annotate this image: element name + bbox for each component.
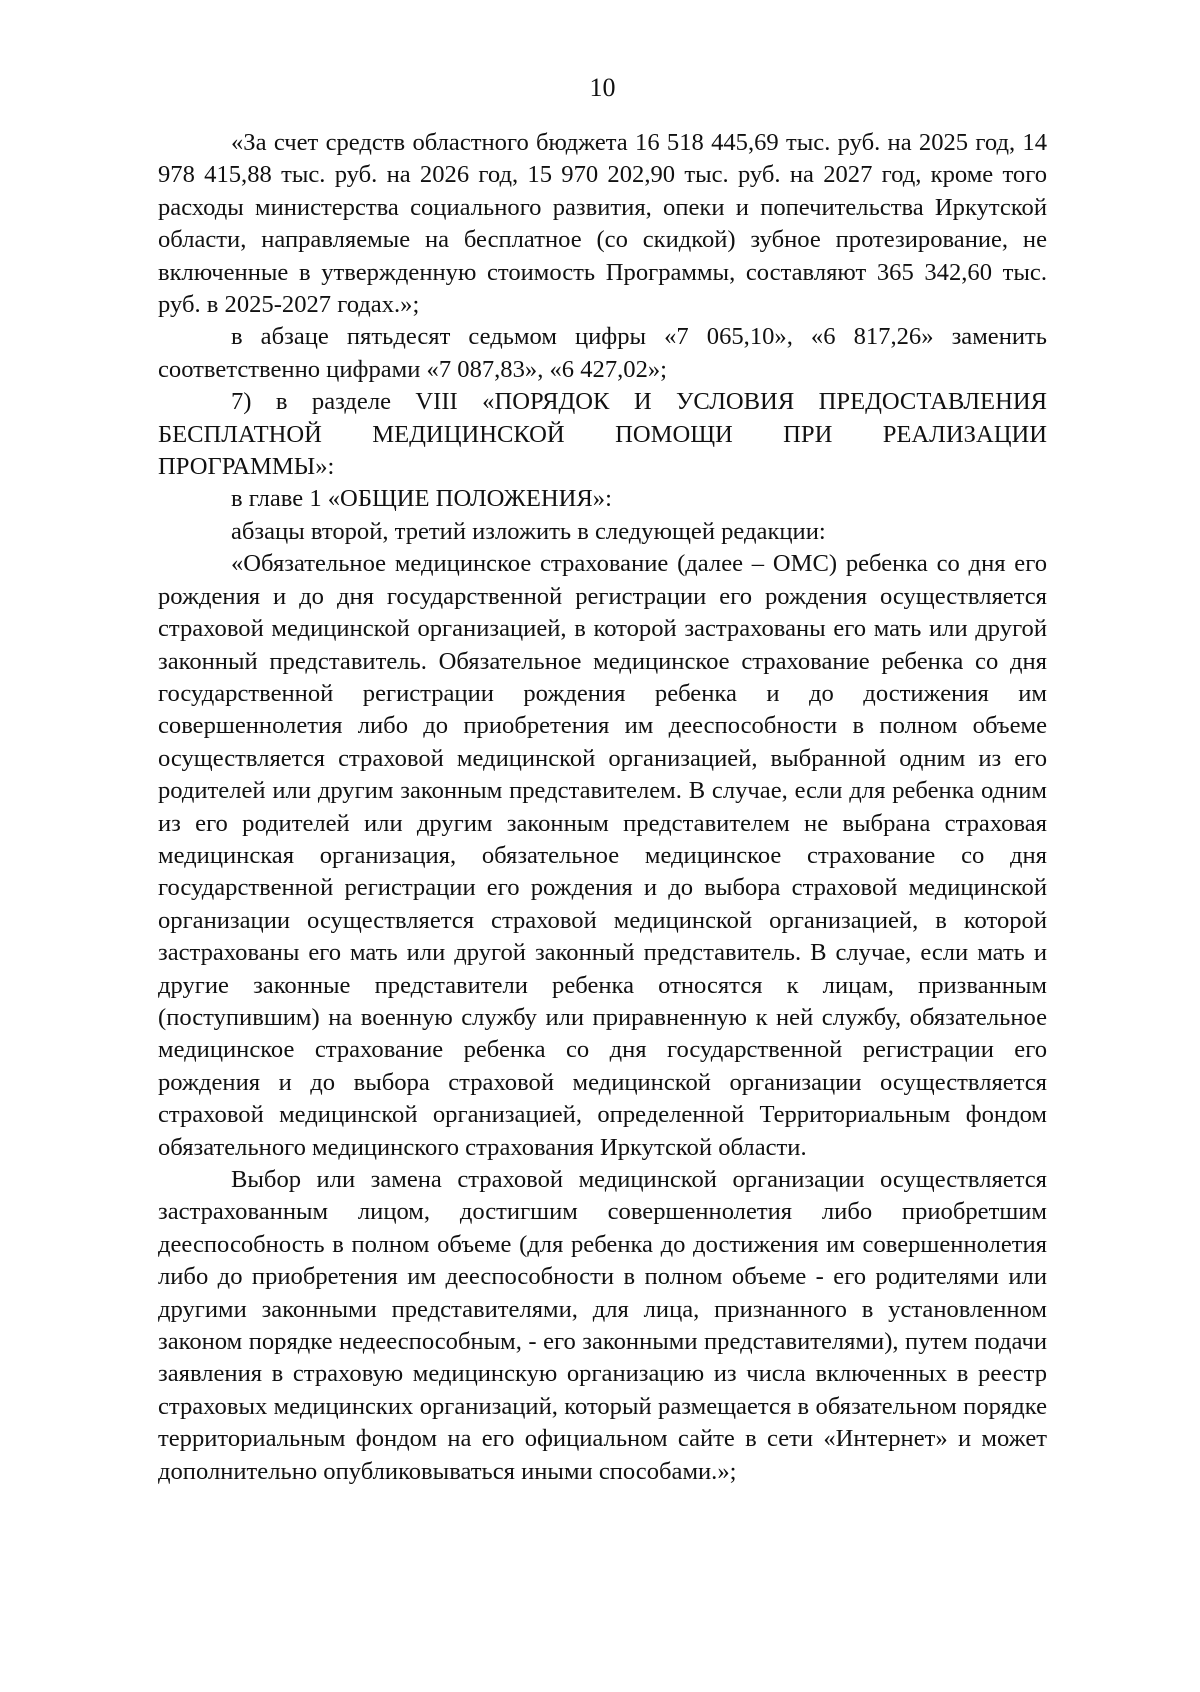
paragraph-section-viii: 7) в разделе VIII «ПОРЯДОК И УСЛОВИЯ ПРЕДОСТАВЛЕНИЯ БЕСПЛАТНОЙ МЕДИЦИНСКОЙ ПОМОЩИ ПРИ РЕАЛИЗАЦИИ ПРОГРАММЫ»: [158, 388, 1047, 481]
page-number: 10 [589, 73, 616, 102]
document-page [158, 0, 1047, 1692]
paragraph-insurer-choice: Выбор или замена страховой медицинской организации осуществляется застрахованным лицом, достигшим совершеннолетия либо приобретшим дееспособность в полном объеме (для ребенка до достижения им совершеннолетия либо до приобретения им дееспособности в полном объеме - его родителями или другими законными представителями, для лица, признанного в установленном законом порядке недееспособным, - его законными представителями), путем подачи заявления в страховую медицинскую организацию из числа включенных в реестр страховых медицинских организаций, который размещается в обязательном порядке территориальным фондом на его официальном сайте в сети «Интернет» и может дополнительно опубликовываться иными способами.»; [158, 1166, 1047, 1485]
paragraph-abstracts-edit: абзацы второй, третий изложить в следующей редакции: [231, 517, 826, 545]
paragraph-chapter-1: в главе 1 «ОБЩИЕ ПОЛОЖЕНИЯ»: [231, 485, 612, 513]
paragraph-budget-funding: «За счет средств областного бюджета 16 518 445,69 тыс. руб. на 2025 год, 14 978 415,88 тыс. руб. на 2026 год, 15 970 202,90 тыс. руб. на 2027 год, кроме того расходы министерства социального развития, опеки и попечительства Иркутской области, направляемые на бесплатное (со скидкой) зубное протезирование, не включенные в утвержденную стоимость Программы, составляют 365 342,60 тыс. руб. в 2025-2027 годах.»; [158, 129, 1047, 319]
paragraph-abstract-57-figures: в абзаце пятьдесят седьмом цифры «7 065,10», «6 817,26» заменить соответственно цифрами «7 087,83», «6 427,02»; [158, 323, 1047, 383]
document-body [158, 127, 1047, 1488]
paragraph-oms-child: «Обязательное медицинское страхование (далее – ОМС) ребенка со дня его рождения и до дня государственной регистрации его рождения осуществляется страховой медицинской организацией, в которой застрахованы его мать или другой законный представитель. Обязательное медицинское страхование ребенка со дня государственной регистрации рождения ребенка и до достижения им совершеннолетия либо до приобретения им дееспособности в полном объеме осуществляется страховой медицинской организацией, выбранной одним из его родителей или другим законным представителем. В случае, если для ребенка одним из его родителей или другим законным представителем не выбрана страховая медицинская организация, обязательное медицинское страхование со дня государственной регистрации его рождения и до выбора страховой медицинской организации осуществляется страховой медицинской организацией, в которой застрахованы его мать или другой законный представитель. В случае, если мать и другие законные представители ребенка относятся к лицам, призванным (поступившим) на военную службу или приравненную к ней службу, обязательное медицинское страхование ребенка со дня государственной регистрации его рождения и до выбора страховой медицинской организации осуществляется страховой медицинской организацией, определенной Территориальным фондом обязательного медицинского страхования Иркутской области. [158, 550, 1047, 1161]
